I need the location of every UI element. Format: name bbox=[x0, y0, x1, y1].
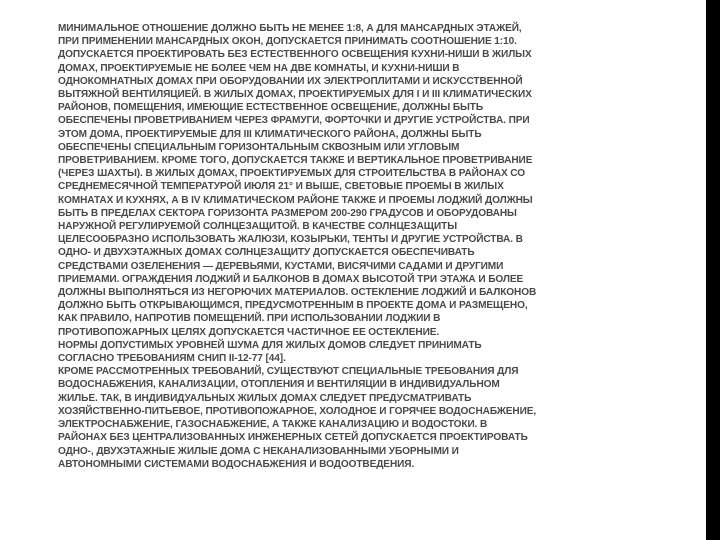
text-line: ЖИЛЬЕ. ТАК, В ИНДИВИДУАЛЬНЫХ ЖИЛЫХ ДОМАХ СЛЕДУЕТ ПРЕДУСМАТРИВАТЬ bbox=[58, 392, 472, 404]
text-line: ДОЛЖНО БЫТЬ ОТКРЫВАЮЩИМСЯ, ПРЕДУСМОТРЕННЫМ В ПРОЕКТЕ ДОМА И РАЗМЕЩЕНО, bbox=[58, 300, 528, 312]
text-line: ПРИЕМАМИ. ОГРАЖДЕНИЯ ЛОДЖИЙ И БАЛКОНОВ В ДОМАХ ВЫСОТОЙ ТРИ ЭТАЖА И БОЛЕЕ bbox=[58, 273, 524, 285]
paragraph bbox=[58, 339, 650, 365]
text-line: ДОЛЖНЫ ВЫПОЛНЯТЬСЯ ИЗ НЕГОРЮЧИХ МАТЕРИАЛОВ. ОСТЕКЛЕНИЕ ЛОДЖИЙ И БАЛКОНОВ bbox=[58, 287, 537, 299]
text-line: КРОМЕ РАССМОТРЕННЫХ ТРЕБОВАНИЙ, СУЩЕСТВУЮТ СПЕЦИАЛЬНЫЕ ТРЕБОВАНИЯ ДЛЯ bbox=[58, 366, 519, 378]
text-line: ОБЕСПЕЧЕНЫ ПРОВЕТРИВАНИЕМ ЧЕРЕЗ ФРАМУГИ, ФОРТОЧКИ И ДРУГИЕ УСТРОЙСТВА. ПРИ bbox=[58, 115, 530, 127]
text-line: ХОЗЯЙСТВЕННО-ПИТЬЕВОЕ, ПРОТИВОПОЖАРНОЕ, ХОЛОДНОЕ И ГОРЯЧЕЕ ВОДОСНАБЖЕНИЕ, bbox=[58, 405, 537, 417]
text-line: НАРУЖНОЙ РЕГУЛИРУЕМОЙ СОЛНЦЕЗАЩИТОЙ. В КАЧЕСТВЕ СОЛНЦЕЗАЩИТЫ bbox=[58, 221, 457, 233]
text-line: СОГЛАСНО ТРЕБОВАНИЯМ СНИП II-12-77 [44]. bbox=[58, 353, 286, 365]
text-line: СРЕДСТВАМИ ОЗЕЛЕНЕНИЯ — ДЕРЕВЬЯМИ, КУСТАМИ, ВИСЯЧИМИ САДАМИ И ДРУГИМИ bbox=[58, 260, 504, 272]
body-text bbox=[58, 22, 650, 471]
text-line: РАЙОНОВ, ПОМЕЩЕНИЯ, ИМЕЮЩИЕ ЕСТЕСТВЕННОЕ ОСВЕЩЕНИЕ, ДОЛЖНЫ БЫТЬ bbox=[58, 102, 483, 114]
text-line: ОБЕСПЕЧЕНЫ СПЕЦИАЛЬНЫМ ГОРИЗОНТАЛЬНЫМ СКВОЗНЫМ ИЛИ УГЛОВЫМ bbox=[58, 141, 460, 153]
text-line: КОМНАТАХ И КУХНЯХ, А В IV КЛИМАТИЧЕСКОМ РАЙОНЕ ТАКЖЕ И ПРОЕМЫ ЛОДЖИЙ ДОЛЖНЫ bbox=[58, 194, 533, 206]
text-line: СРЕДНЕМЕСЯЧНОЙ ТЕМПЕРАТУРОЙ ИЮЛЯ 21° И ВЫШЕ, СВЕТОВЫЕ ПРОЕМЫ В ЖИЛЫХ bbox=[58, 181, 504, 193]
text-line: МИНИМАЛЬНОЕ ОТНОШЕНИЕ ДОЛЖНО БЫТЬ НЕ МЕНЕЕ 1:8, А ДЛЯ МАНСАРДНЫХ ЭТАЖЕЙ, bbox=[58, 23, 522, 34]
text-line: ОДНО-, ДВУХЭТАЖНЫЕ ЖИЛЫЕ ДОМА С НЕКАНАЛИЗОВАННЫМИ УБОРНЫМИ И bbox=[58, 445, 459, 457]
text-line: ПРОТИВОПОЖАРНЫХ ЦЕЛЯХ ДОПУСКАЕТСЯ ЧАСТИЧНОЕ ЕЕ ОСТЕКЛЕНИЕ. bbox=[58, 326, 440, 338]
paragraph bbox=[58, 22, 650, 339]
paragraph bbox=[58, 365, 650, 471]
text-line: НОРМЫ ДОПУСТИМЫХ УРОВНЕЙ ШУМА ДЛЯ ЖИЛЫХ ДОМОВ СЛЕДУЕТ ПРИНИМАТЬ bbox=[58, 339, 482, 351]
text-line: ДОПУСКАЕТСЯ ПРОЕКТИРОВАТЬ БЕЗ ЕСТЕСТВЕННОГО ОСВЕЩЕНИЯ КУХНИ-НИШИ В ЖИЛЫХ bbox=[58, 49, 532, 61]
text-line: ЦЕЛЕСООБРАЗНО ИСПОЛЬЗОВАТЬ ЖАЛЮЗИ, КОЗЫРЬКИ, ТЕНТЫ И ДРУГИЕ УСТРОЙСТВА. В bbox=[58, 234, 523, 246]
right-edge-bar bbox=[706, 0, 720, 540]
text-line: ВОДОСНАБЖЕНИЯ, КАНАЛИЗАЦИИ, ОТОПЛЕНИЯ И ВЕНТИЛЯЦИИ В ИНДИВИДУАЛЬНОМ bbox=[58, 379, 500, 391]
text-line: ПРИ ПРИМЕНЕНИИ МАНСАРДНЫХ ОКОН, ДОПУСКАЕТСЯ ПРИНИМАТЬ СООТНОШЕНИЕ 1:10. bbox=[58, 36, 517, 48]
text-line: ДОМАХ, ПРОЕКТИРУЕМЫЕ НЕ БОЛЕЕ ЧЕМ НА ДВЕ КОМНАТЫ, И КУХНИ-НИШИ В bbox=[58, 62, 460, 74]
text-line: ЭТОМ ДОМА, ПРОЕКТИРУЕМЫЕ ДЛЯ III КЛИМАТИЧЕСКОГО РАЙОНА, ДОЛЖНЫ БЫТЬ bbox=[58, 128, 482, 140]
text-line: ПРОВЕТРИВАНИЕМ. КРОМЕ ТОГО, ДОПУСКАЕТСЯ ТАКЖЕ И ВЕРТИКАЛЬНОЕ ПРОВЕТРИВАНИЕ bbox=[58, 155, 533, 167]
text-line: ОДНО- И ДВУХЭТАЖНЫХ ДОМАХ СОЛНЦЕЗАЩИТУ ДОПУСКАЕТСЯ ОБЕСПЕЧИВАТЬ bbox=[58, 247, 475, 259]
text-line: РАЙОНАХ БЕЗ ЦЕНТРАЛИЗОВАННЫХ ИНЖЕНЕРНЫХ СЕТЕЙ ДОПУСКАЕТСЯ ПРОЕКТИРОВАТЬ bbox=[58, 432, 528, 444]
text-line: КАК ПРАВИЛО, НАПРОТИВ ПОМЕЩЕНИЙ. ПРИ ИСПОЛЬЗОВАНИИ ЛОДЖИИ В bbox=[58, 313, 441, 325]
text-line: ВЫТЯЖНОЙ ВЕНТИЛЯЦИЕЙ. В ЖИЛЫХ ДОМАХ, ПРОЕКТИРУЕМЫХ ДЛЯ I И III КЛИМАТИЧЕСКИХ bbox=[58, 89, 532, 101]
text-line: БЫТЬ В ПРЕДЕЛАХ СЕКТОРА ГОРИЗОНТА РАЗМЕРОМ 200-290 ГРАДУСОВ И ОБОРУДОВАНЫ bbox=[58, 207, 517, 219]
text-line: ЭЛЕКТРОСНАБЖЕНИЕ, ГАЗОСНАБЖЕНИЕ, А ТАКЖЕ КАНАЛИЗАЦИЮ И ВОДОСТОКИ. В bbox=[58, 419, 488, 431]
text-line: АВТОНОМНЫМИ СИСТЕМАМИ ВОДОСНАБЖЕНИЯ И ВОДООТВЕДЕНИЯ. bbox=[58, 458, 415, 470]
text-line: (ЧЕРЕЗ ШАХТЫ). В ЖИЛЫХ ДОМАХ, ПРОЕКТИРУЕМЫХ ДЛЯ СТРОИТЕЛЬСТВА В РАЙОНАХ СО bbox=[58, 168, 525, 180]
text-line: ОДНОКОМНАТНЫХ ДОМАХ ПРИ ОБОРУДОВАНИИ ИХ ЭЛЕКТРОПЛИТАМИ И ИСКУССТВЕННОЙ bbox=[58, 75, 523, 87]
